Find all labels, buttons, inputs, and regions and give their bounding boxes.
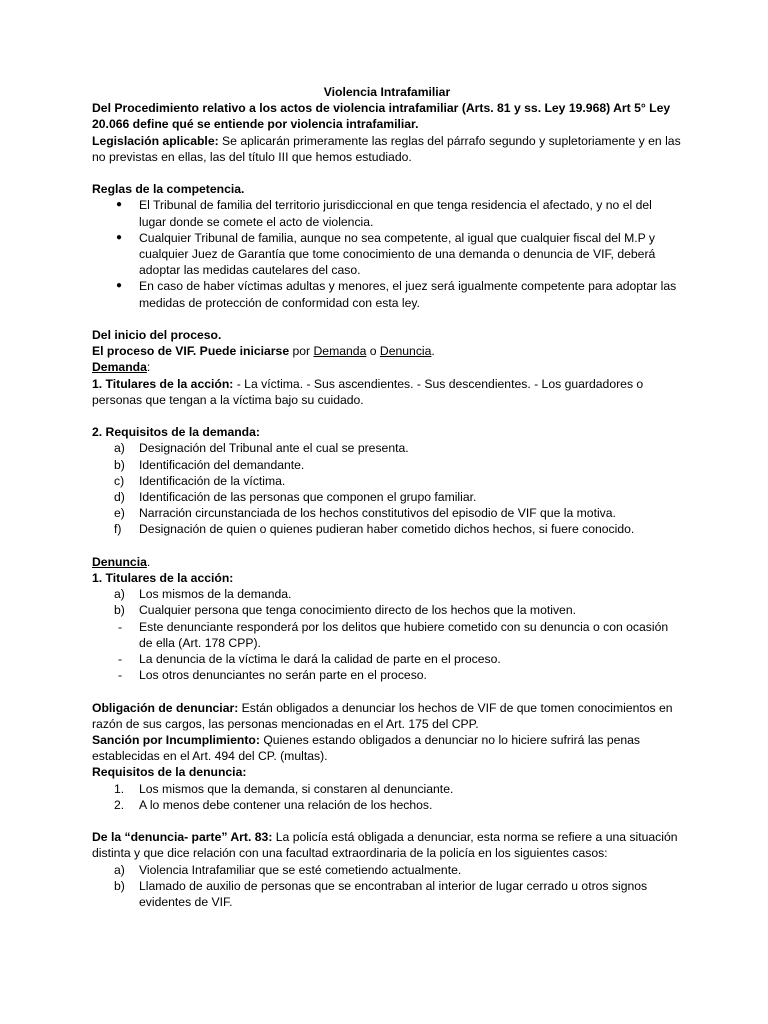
denuncia-requisitos-heading: Requisitos de la denuncia: [92,765,247,780]
legislacion-paragraph [92,133,682,165]
inicio-heading: Del inicio del proceso. [92,328,222,343]
demanda-requisitos-heading: 2. Requisitos de la demanda: [92,425,260,440]
denuncia-heading: Denuncia. [92,554,151,569]
list-item: f) Designación de quien o quienes pudieran haber cometido dichos hechos, si fuere conocido. [114,522,635,537]
bullet-icon: ● [116,199,123,211]
list-item: b) Cualquier persona que tenga conocimiento directo de los hechos que la motiven. [114,603,576,618]
intro-heading: Del Procedimiento relativo a los actos de violencia intrafamiliar (Arts. 81 y ss. Ley 19.968) Art 5° Ley 20.066 define qué se entiende por violencia intrafamiliar. [92,101,671,132]
bullet-icon: ● [116,231,123,243]
list-item: c) Identificación de la víctima. [114,473,286,488]
spacer [92,165,682,181]
spacer [92,683,682,699]
page-title: Violencia Intrafamiliar [323,85,451,99]
demanda-link: Demanda [313,344,367,359]
spacer [92,311,682,327]
competencia-item: ● En caso de haber víctimas adultas y menores, el juez será igualmente competente para adoptar las medidas de protección de conformidad con esta ley. [116,279,677,310]
list-item: 1. Los mismos que la demanda, si constaren al denunciante. [114,781,454,796]
legislacion-label: Legislación aplicable: [92,133,219,148]
list-item: 2. A lo menos debe contener una relación de los hechos. [114,797,433,812]
list-item: a) Violencia Intrafamiliar que se esté cometiendo actualmente. [114,862,462,877]
spacer [92,408,682,424]
spacer [92,813,682,829]
bullet-icon: ● [116,280,123,292]
document-page [92,84,682,910]
denuncia-parte-paragraph: De la “denuncia- parte” Art. 83: La policía está obligada a denunciar, esta norma se refiere a una situación distinta y que dice relación con una facultad extraordinaria de la policía en los siguientes casos: [92,830,678,861]
spacer [92,538,682,554]
list-item: b) Identificación del demandante. [114,457,305,472]
sancion-paragraph: Sanción por Incumplimiento: Quienes estando obligados a denunciar no lo hiciere sufrirá las penas establecidas en el Art. 494 del CP. (multas). [92,733,641,764]
obligacion-paragraph: Obligación de denunciar: Están obligados a denunciar los hechos de VIF de que tomen conocimientos en razón de sus cargos, las personas mencionadas en el Art. 175 del CPP. [92,700,673,731]
list-item: - Los otros denunciantes no serán parte en el proceso. [118,668,427,683]
list-item: - La denuncia de la víctima le dará la calidad de parte en el proceso. [118,652,501,667]
competencia-item: ● El Tribunal de familia del territorio jurisdiccional en que tenga residencia el afectado, y no el del lugar donde se comete el acto de violencia. [116,198,652,229]
list-item: d) Identificación de las personas que componen el grupo familiar. [114,490,477,505]
denuncia-titulares-heading: 1. Titulares de la acción: [92,571,234,586]
competencia-item: ● Cualquier Tribunal de familia, aunque no sea competente, al igual que cualquier fiscal del M.P y cualquier Juez de Garantía que tome conocimiento de una demanda o denuncia de VIF, deberá adoptar las medidas cautelares del caso. [116,230,656,278]
demanda-titulares: 1. Titulares de la acción: - La víctima. - Sus ascendientes. - Sus descendientes. - Los guardadores o personas que tengan a la víctima bajo su cuidado. [92,376,644,407]
list-item: b) Llamado de auxilio de personas que se encontraban al interior de lugar cerrado u otros signos evidentes de VIF. [114,878,648,910]
list-item: - Este denunciante responderá por los delitos que hubiere cometido con su denuncia o con ocasión de ella (Art. 178 CPP). [118,619,669,650]
demanda-heading: Demanda: [92,360,151,375]
list-item: e) Narración circunstanciada de los hechos constitutivos del episodio de VIF que la motiva. [114,506,616,521]
legislacion-text: Se aplicarán primeramente las reglas del párrafo segundo y supletoriamente y en las no previstas en ellas, las del título III que hemos estudiado. [92,133,681,164]
competencia-heading: Reglas de la competencia. [92,182,245,197]
list-item: a) Designación del Tribunal ante el cual se presenta. [114,441,409,456]
denuncia-link: Denuncia [379,344,432,359]
list-item: a) Los mismos de la demanda. [114,587,292,602]
inicio-line: El proceso de VIF. Puede iniciarse por Demanda o Denuncia. [92,344,435,359]
